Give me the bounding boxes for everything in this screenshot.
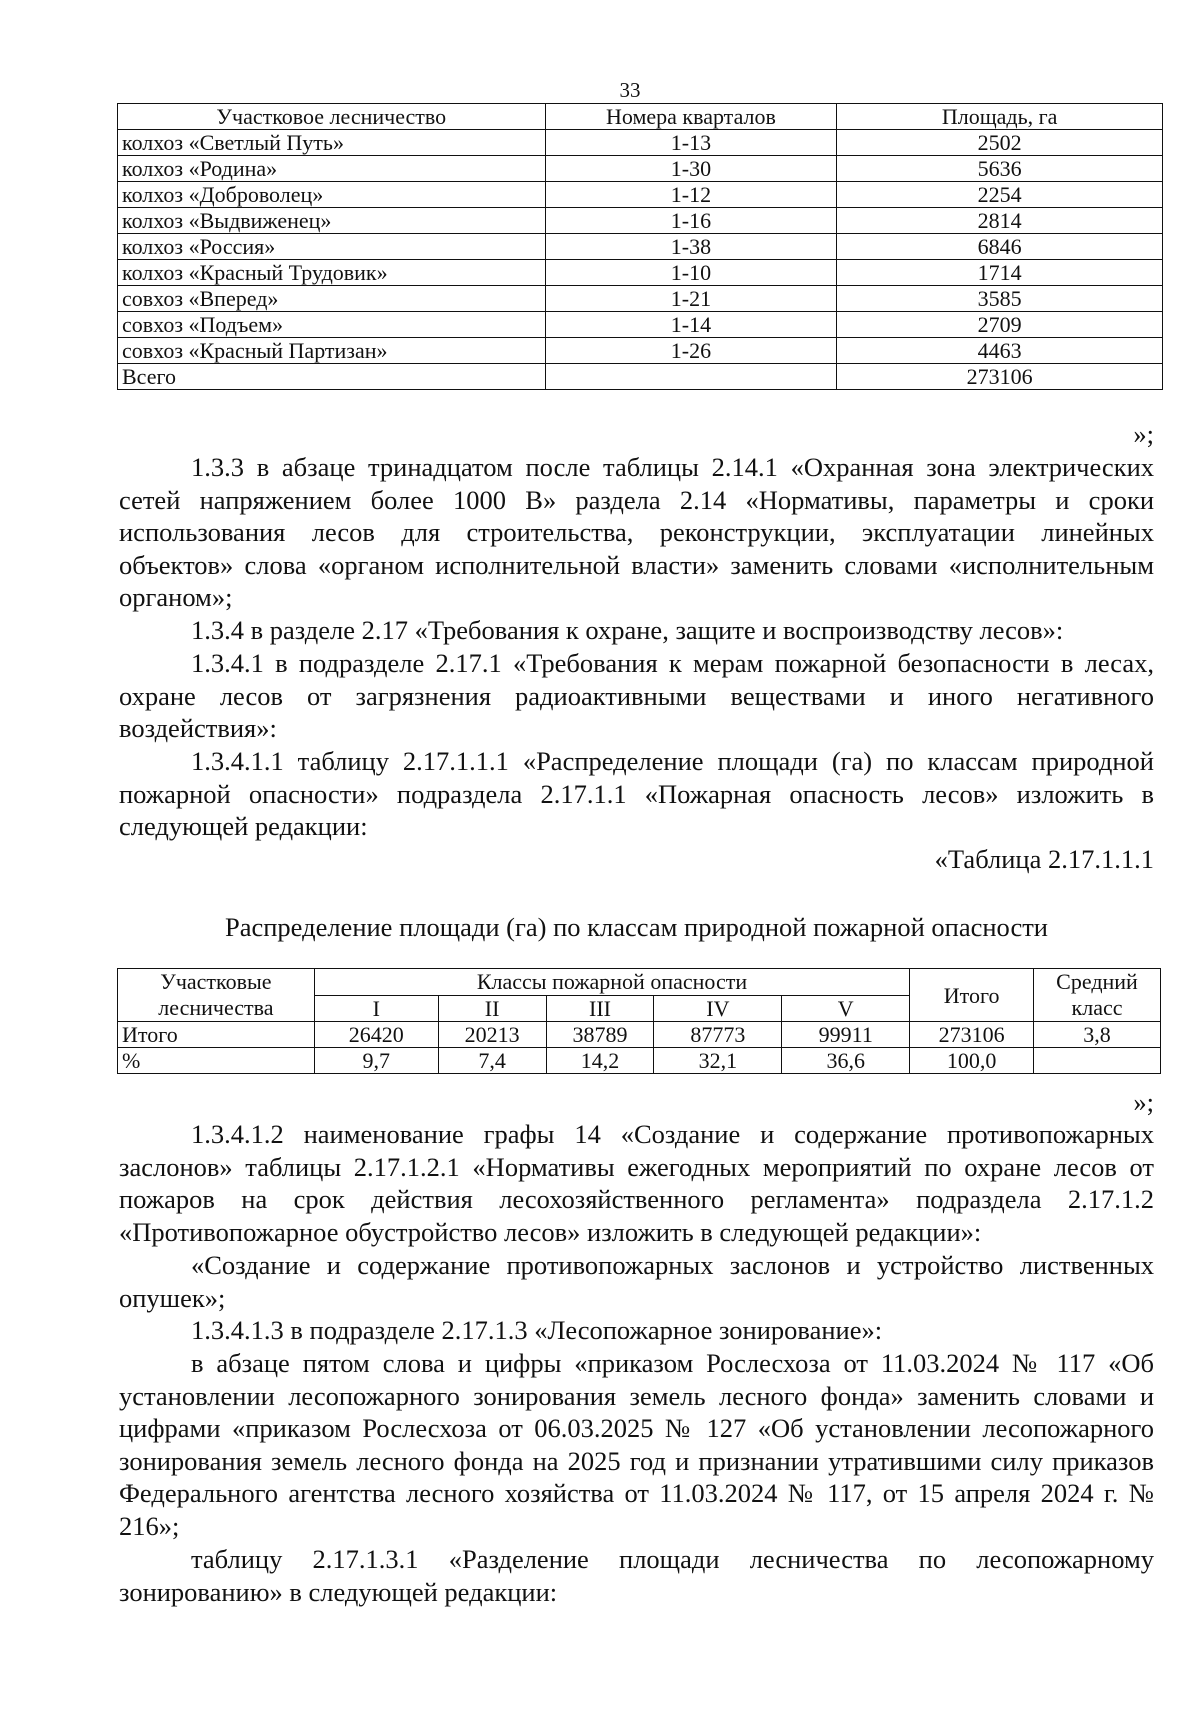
paragraph-1-3-4-1-3: 1.3.4.1.3 в подразделе 2.17.1.3 «Лесопожарное зонирование»: <box>191 1315 883 1345</box>
table-2-title: Распределение площади (га) по классам природной пожарной опасности <box>224 912 1048 942</box>
table-row <box>118 1022 1161 1048</box>
cell-average: 3,8 <box>1034 1022 1161 1048</box>
cell-area: 2709 <box>837 312 1163 338</box>
cell-average <box>1034 1048 1161 1074</box>
cell-forestry: совхоз «Красный Партизан» <box>118 338 546 364</box>
closing-quote: »; <box>1133 1087 1154 1117</box>
header-quarters: Номера кварталов <box>545 104 837 130</box>
cell-quarters: 1-16 <box>545 208 837 234</box>
cell-total: 273106 <box>910 1022 1034 1048</box>
table-row <box>118 130 1163 156</box>
table-row <box>118 182 1163 208</box>
cell-quarters: 1-14 <box>545 312 837 338</box>
paragraph-1-3-4: 1.3.4 в разделе 2.17 «Требования к охране, защите и воспроизводству лесов»: <box>191 615 1064 645</box>
cell-area: 5636 <box>837 156 1163 182</box>
paragraph-quote: «Создание и содержание противопожарных заслонов и устройство лиственных опушек»; <box>119 1250 1154 1313</box>
cell-forestry: колхоз «Доброволец» <box>118 182 546 208</box>
cell-forestry: колхоз «Россия» <box>118 234 546 260</box>
cell-total-quarters <box>545 364 837 390</box>
closing-quote: »; <box>1133 419 1154 449</box>
table-row <box>118 338 1163 364</box>
header-class-5: V <box>782 995 910 1022</box>
page-number: 33 <box>619 78 641 102</box>
paragraph-fifth: в абзаце пятом слова и цифры «приказом Рослесхоза от 11.03.2024 № 117 «Об установлении лесопожарного зонирования земель лесного фонда» заменить словами и цифрами «приказом Рослесхоза от 06.03.2025 № 127 «Об установлении лесопожарного зонирования земель лесного фонда на 2025 год и признании утратившими силу приказов Федерального агентства лесного хозяйства от 11.03.2024 № 117, от 15 апреля 2024 г. № 216»; <box>119 1348 1154 1541</box>
cell-total-area: 273106 <box>837 364 1163 390</box>
cell-value: 32,1 <box>654 1048 782 1074</box>
table-row <box>118 208 1163 234</box>
table-total-row <box>118 364 1163 390</box>
table-row <box>118 286 1163 312</box>
fire-danger-table <box>117 968 1161 1074</box>
cell-value: 9,7 <box>314 1048 438 1074</box>
cell-total-label: Всего <box>118 364 546 390</box>
header-total: Итого <box>910 969 1034 1022</box>
cell-value: 14,2 <box>546 1048 654 1074</box>
cell-value: 7,4 <box>438 1048 546 1074</box>
cell-quarters: 1-26 <box>545 338 837 364</box>
cell-area: 6846 <box>837 234 1163 260</box>
cell-area: 1714 <box>837 260 1163 286</box>
cell-forestry: колхоз «Светлый Путь» <box>118 130 546 156</box>
cell-forestry: совхоз «Подъем» <box>118 312 546 338</box>
table-header-row <box>118 104 1163 130</box>
cell-total: 100,0 <box>910 1048 1034 1074</box>
cell-quarters: 1-10 <box>545 260 837 286</box>
cell-value: 36,6 <box>782 1048 910 1074</box>
cell-quarters: 1-12 <box>545 182 837 208</box>
header-average-class: Средний класс <box>1034 969 1161 1022</box>
cell-area: 4463 <box>837 338 1163 364</box>
header-area: Площадь, га <box>837 104 1163 130</box>
forestry-quarters-table <box>117 103 1163 390</box>
table-header-row <box>118 969 1161 996</box>
header-forestry: Участковое лесничество <box>118 104 546 130</box>
header-class-3: III <box>546 995 654 1022</box>
header-class-1: I <box>314 995 438 1022</box>
cell-quarters: 1-13 <box>545 130 837 156</box>
header-class-2: II <box>438 995 546 1022</box>
table-row <box>118 260 1163 286</box>
cell-forestry: колхоз «Красный Трудовик» <box>118 260 546 286</box>
cell-row-label: Итого <box>118 1022 315 1048</box>
header-forestry: Участковые лесничества <box>118 969 315 1022</box>
cell-area: 2254 <box>837 182 1163 208</box>
cell-value: 87773 <box>654 1022 782 1048</box>
cell-value: 99911 <box>782 1022 910 1048</box>
cell-value: 38789 <box>546 1022 654 1048</box>
cell-row-label: % <box>118 1048 315 1074</box>
cell-forestry: колхоз «Выдвиженец» <box>118 208 546 234</box>
table-label: «Таблица 2.17.1.1.1 <box>934 844 1154 874</box>
table-row <box>118 1048 1161 1074</box>
cell-quarters: 1-21 <box>545 286 837 312</box>
cell-area: 2814 <box>837 208 1163 234</box>
paragraph-table-2-17-1-3-1: таблицу 2.17.1.3.1 «Разделение площади лесничества по лесопожарному зонированию» в следующей редакции: <box>119 1544 1154 1607</box>
cell-area: 2502 <box>837 130 1163 156</box>
table-row <box>118 156 1163 182</box>
cell-value: 26420 <box>314 1022 438 1048</box>
cell-forestry: колхоз «Родина» <box>118 156 546 182</box>
paragraph-1-3-3: 1.3.3 в абзаце тринадцатом после таблицы 2.14.1 «Охранная зона электрических сетей напряжением более 1000 В» раздела 2.14 «Нормативы, параметры и сроки использования лесов для строительства, реконструкции, эксплуатации линейных объектов» слова «органом исполнительной власти» заменить словами «исполнительным органом»; <box>119 452 1154 612</box>
table-row <box>118 234 1163 260</box>
paragraph-1-3-4-1-2: 1.3.4.1.2 наименование графы 14 «Создание и содержание противопожарных заслонов» таблицы 2.17.1.2.1 «Нормативы ежегодных мероприятий по охране лесов от пожаров на срок действия лесохозяйственного регламента» подраздела 2.17.1.2 «Противопожарное обустройство лесов» изложить в следующей редакции»: <box>119 1119 1154 1247</box>
header-classes: Классы пожарной опасности <box>314 969 909 996</box>
cell-quarters: 1-30 <box>545 156 837 182</box>
header-class-4: IV <box>654 995 782 1022</box>
cell-forestry: совхоз «Вперед» <box>118 286 546 312</box>
cell-value: 20213 <box>438 1022 546 1048</box>
table-row <box>118 312 1163 338</box>
cell-area: 3585 <box>837 286 1163 312</box>
paragraph-1-3-4-1-1: 1.3.4.1.1 таблицу 2.17.1.1.1 «Распределение площади (га) по классам природной пожарной опасности» подраздела 2.17.1.1 «Пожарная опасность лесов» изложить в следующей редакции: <box>119 746 1154 841</box>
paragraph-1-3-4-1: 1.3.4.1 в подразделе 2.17.1 «Требования к мерам пожарной безопасности в лесах, охране лесов от загрязнения радиоактивными веществами и иного негативного воздействия»: <box>119 648 1154 743</box>
cell-quarters: 1-38 <box>545 234 837 260</box>
